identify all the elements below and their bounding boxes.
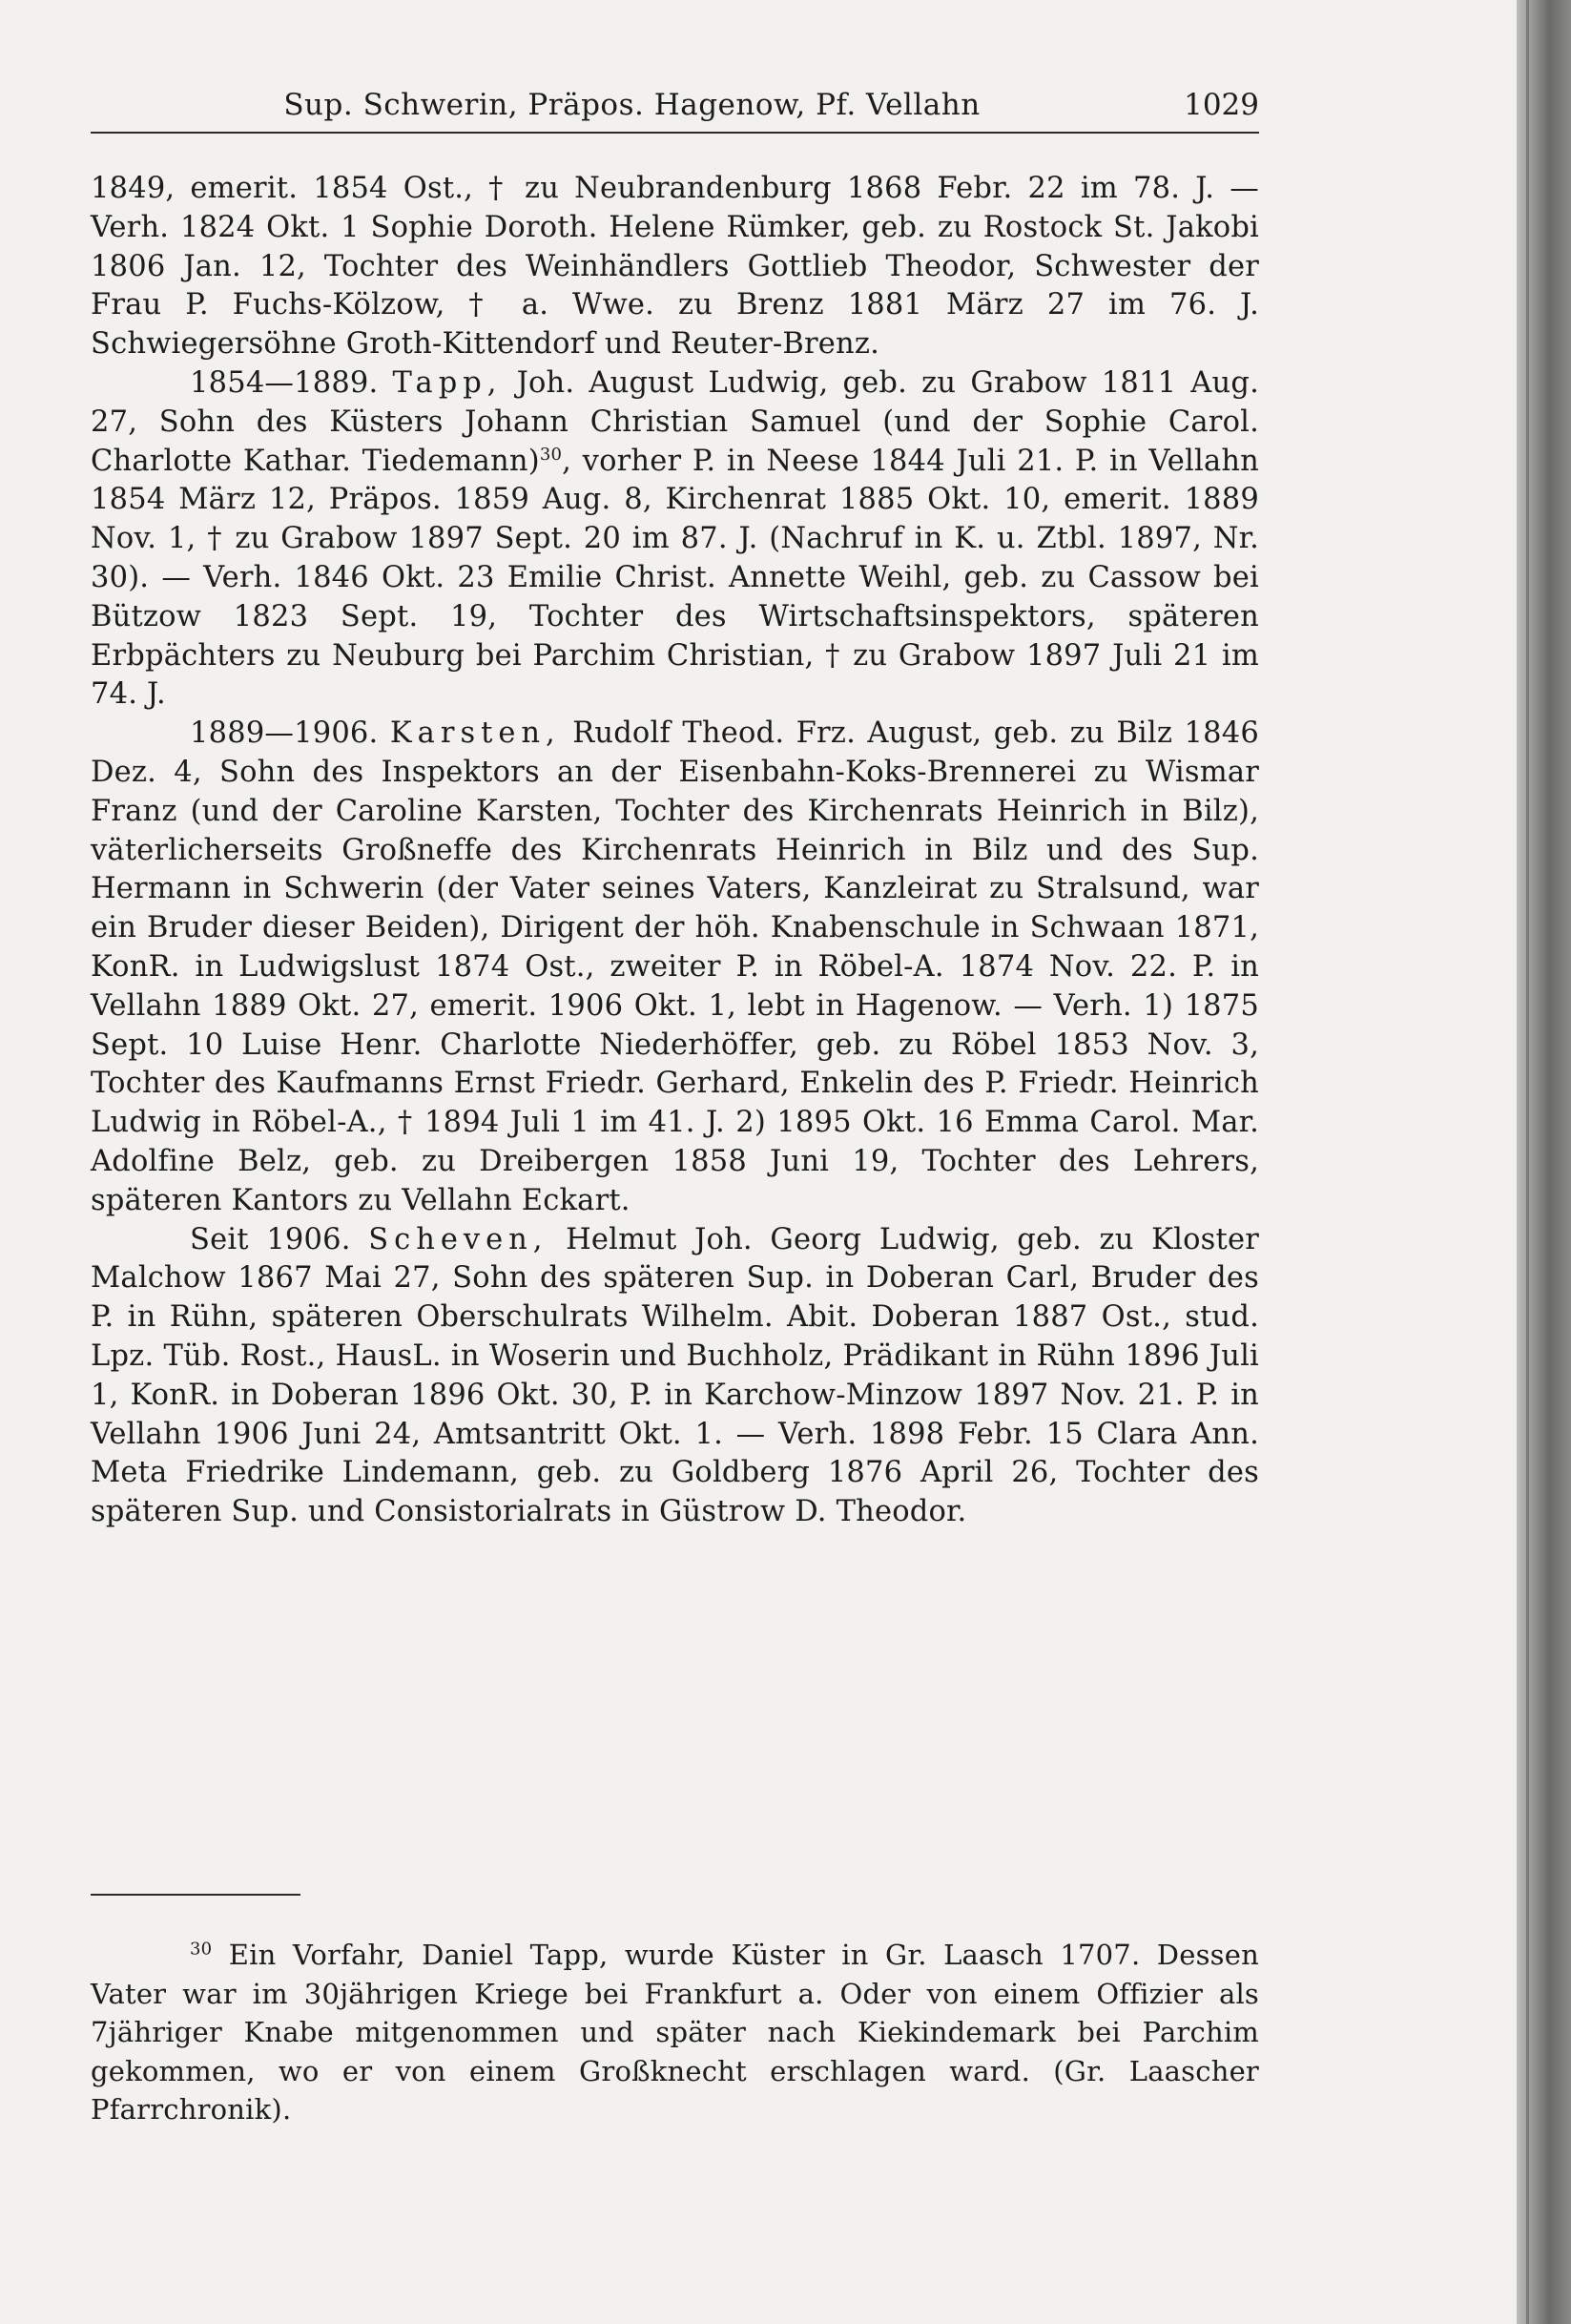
footnote-number: 30	[190, 1939, 213, 1960]
footnote-text: Ein Vorfahr, Daniel Tapp, wurde Küster in Gr. Laasch 1707. Dessen Vater war im 30jährigen Kriege bei Frankfurt a. Oder von einem Offizier als 7jähriger Knabe mitgenommen und später nach Kiekindemark bei Parchim gekommen, wo er von einem Großknecht erschlagen ward. (Gr. Laascher Pfarrchronik).	[91, 1939, 1259, 2126]
entry-years: 1889—1906.	[190, 716, 379, 751]
pastor-name: Karsten,	[389, 716, 561, 751]
page-number: 1029	[1184, 88, 1259, 122]
entry-text: Joh. August Ludwig, geb. zu Grabow 1811 Aug. 27, Sohn des Küsters Johann Christian Samuel (und der Sophie Carol. Charlotte Kathar. Tiedemann)	[91, 365, 1259, 478]
page-header	[91, 84, 1259, 134]
running-head: Sup. Schwerin, Präpos. Hagenow, Pf. Vellahn	[283, 88, 981, 122]
footnote	[91, 1936, 1259, 2129]
entry-text: Helmut Joh. Georg Ludwig, geb. zu Kloster Malchow 1867 Mai 27, Sohn des späteren Sup. in Doberan Carl, Bruder des P. in Rühn, späteren Oberschulrats Wilhelm. Abit. Doberan 1887 Ost., stud. Lpz. Tüb. Rost., HausL. in Woserin und Buchholz, Prädikant in Rühn 1896 Juli 1, KonR. in Doberan 1896 Okt. 30, P. in Karchow-Minzow 1897 Nov. 21. P. in Vellahn 1906 Juni 24, Amtsantritt Okt. 1. — Verh. 1898 Febr. 15 Clara Ann. Meta Friedrike Lindemann, geb. zu Goldberg 1876 April 26, Tochter des späteren Sup. und Consistorialrats in Güstrow D. Theodor.	[91, 1222, 1259, 1529]
pastor-name: Scheven,	[368, 1222, 548, 1256]
entry-text-continued: , vorher P. in Neese 1844 Juli 21. P. in Vellahn 1854 März 12, Präpos. 1859 Aug. 8, Kirchenrat 1885 Okt. 10, emerit. 1889 Nov. 1, † zu Grabow 1897 Sept. 20 im 87. J. (Nachruf in K. u. Ztbl. 1897, Nr. 30). — Verh. 1846 Okt. 23 Emilie Christ. Annette Weihl, geb. zu Cassow bei Bützow 1823 Sept. 19, Tochter des Wirtschaftsinspektors, späteren Erbpächters zu Neuburg bei Parchim Christian, † zu Grabow 1897 Juli 21 im 74. J.	[91, 444, 1260, 712]
page-edge-line	[1526, 0, 1529, 2324]
pastor-name: Tapp,	[392, 365, 503, 400]
entry-years: Seit 1906.	[190, 1222, 351, 1256]
entry-years: 1854—1889.	[190, 365, 379, 400]
entry-paragraph-1	[91, 170, 1259, 364]
entry-text: 1849, emerit. 1854 Ost., † zu Neubrandenburg 1868 Febr. 22 im 78. J. — Verh. 1824 Okt. 1 Sophie Doroth. Helene Rümker, geb. zu Rostock St. Jakobi 1806 Jan. 12, Tochter des Weinhändlers Gottlieb Theodor, Schwester der Frau P. Fuchs-Kölzow, † a. Wwe. zu Brenz 1881 März 27 im 76. J. Schwiegersöhne Groth-Kittendorf und Reuter-Brenz.	[91, 172, 1259, 362]
entry-paragraph-tapp	[91, 364, 1259, 715]
entry-paragraph-scheven	[91, 1221, 1259, 1532]
entry-text: Rudolf Theod. Frz. August, geb. zu Bilz 1846 Dez. 4, Sohn des Inspektors an der Eisenbahn-Koks-Brennerei zu Wismar Franz (und der Caroline Karsten, Tochter des Kirchenrats Heinrich in Bilz), väterlicherseits Großneffe des Kirchenrats Heinrich in Bilz und des Sup. Hermann in Schwerin (der Vater seines Vaters, Kanzleirat zu Stralsund, war ein Bruder dieser Beiden), Dirigent der höh. Knabenschule in Schwaan 1871, KonR. in Ludwigslust 1874 Ost., zweiter P. in Röbel-A. 1874 Nov. 22. P. in Vellahn 1889 Okt. 27, emerit. 1906 Okt. 1, lebt in Hagenow. — Verh. 1) 1875 Sept. 10 Luise Henr. Charlotte Niederhöffer, geb. zu Röbel 1853 Nov. 3, Tochter des Kaufmanns Ernst Friedr. Gerhard, Enkelin des P. Friedr. Heinrich Ludwig in Röbel-A., † 1894 Juli 1 im 41. J. 2) 1895 Okt. 16 Emma Carol. Mar. Adolfine Belz, geb. zu Dreibergen 1858 Juni 19, Tochter des Lehrers, späteren Kantors zu Vellahn Eckart.	[91, 716, 1259, 1217]
entry-paragraph-karsten	[91, 715, 1259, 1220]
footnote-reference: 30	[539, 444, 563, 465]
main-text	[91, 170, 1259, 1532]
book-gutter-shadow	[1517, 0, 1571, 2324]
footnote-divider	[91, 1894, 300, 1896]
